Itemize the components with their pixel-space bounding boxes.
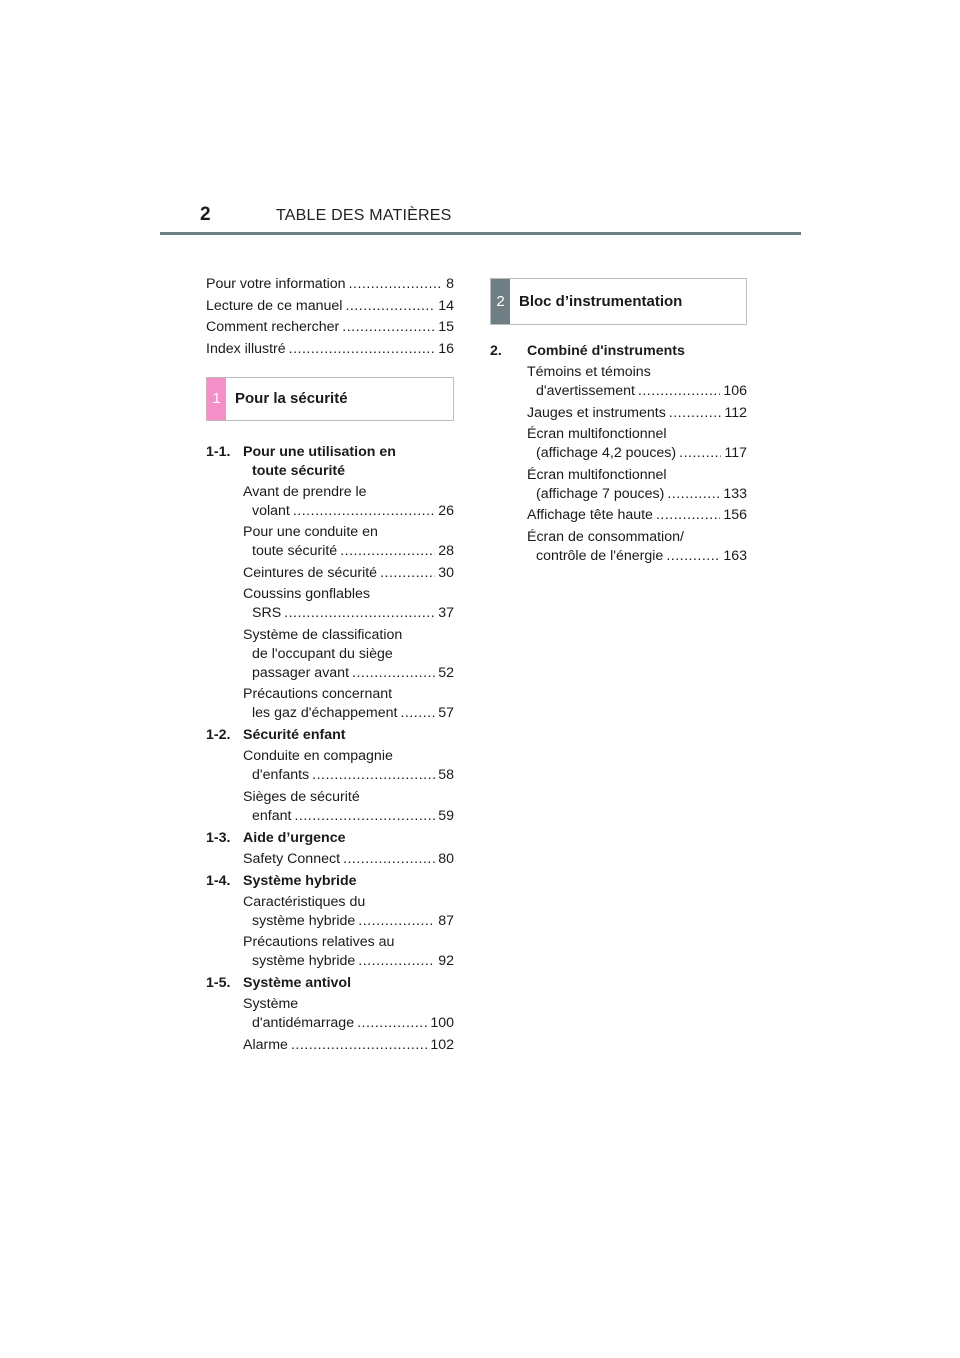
entry-label: Jauges et instruments — [527, 404, 666, 421]
entry-page: 14 — [438, 297, 454, 314]
entry-page: 16 — [438, 340, 454, 357]
toc-right-column — [490, 278, 747, 569]
toc-entry[interactable] — [527, 404, 747, 423]
group-heading[interactable] — [206, 974, 454, 993]
header-rule — [160, 232, 801, 235]
toc-entry[interactable] — [243, 626, 454, 683]
group-heading[interactable] — [206, 726, 454, 745]
entry-label-cont: passager avant — [252, 664, 350, 681]
toc-entry[interactable] — [243, 788, 454, 826]
section-2-header[interactable] — [490, 278, 747, 325]
entry-label: Coussins gonflables — [243, 586, 370, 602]
entry-label: Avant de prendre le — [243, 483, 367, 500]
entry-label-cont: toute sécurité — [252, 543, 338, 559]
header-title: TABLE DES MATIÈRES — [276, 207, 452, 224]
group-title: Système hybride — [243, 872, 357, 889]
group-title: Sécurité enfant — [243, 727, 346, 743]
toc-entry[interactable] — [243, 893, 454, 931]
entry-page: 80 — [438, 850, 454, 867]
page-header — [0, 0, 960, 240]
entry-page: 15 — [438, 319, 454, 335]
entry-page: 100 — [430, 1015, 454, 1031]
group-title: Combiné d'instruments — [527, 343, 685, 359]
section-title: Bloc d’instrumentation — [519, 293, 683, 310]
entry-page: 28 — [438, 543, 454, 559]
toc-entry[interactable] — [527, 466, 747, 504]
section-1-header[interactable] — [206, 377, 454, 421]
entry-page: 26 — [438, 502, 454, 519]
group-heading[interactable] — [206, 829, 454, 848]
toc-entry[interactable] — [527, 528, 747, 566]
entry-label: Pour votre information — [206, 276, 346, 292]
entry-page: 133 — [723, 485, 747, 502]
toc-entry[interactable] — [243, 995, 454, 1033]
entry-label-cont: les gaz d'échappement — [252, 705, 398, 721]
group-number: 1-2. — [206, 727, 231, 743]
entry-label: Précautions relatives au — [243, 934, 395, 950]
group-number: 1-3. — [206, 829, 231, 846]
entry-label: Comment rechercher — [206, 319, 340, 335]
entry-label: Safety Connect — [243, 850, 341, 867]
entry-label: Témoins et témoins — [527, 364, 651, 380]
entry-page: 59 — [438, 807, 454, 824]
toc-entry[interactable] — [206, 318, 454, 337]
group-title: Système antivol — [243, 975, 352, 991]
entry-label: Écran multifonctionnel — [527, 466, 667, 483]
toc-entry[interactable] — [243, 850, 454, 869]
entry-label-cont: SRS — [252, 605, 282, 621]
page-number: 2 — [200, 204, 211, 225]
toc-entry[interactable] — [243, 523, 454, 561]
group-title: Pour une utilisation en — [243, 443, 396, 460]
toc-entry[interactable] — [243, 564, 454, 583]
group-heading[interactable] — [206, 872, 454, 891]
entry-label-cont: système hybride — [252, 953, 356, 969]
toc-entry[interactable] — [206, 275, 454, 294]
entry-page: 102 — [430, 1036, 454, 1053]
entry-label: Système de classification — [243, 626, 403, 643]
intro-list — [206, 275, 454, 359]
entry-page: 117 — [724, 445, 747, 461]
group-heading[interactable] — [490, 342, 747, 361]
entry-page: 156 — [723, 507, 747, 523]
toc-entry[interactable] — [206, 297, 454, 316]
entry-label: Caractéristiques du — [243, 893, 366, 910]
toc-group — [206, 443, 454, 724]
toc-entry[interactable] — [527, 506, 747, 525]
group-heading[interactable] — [206, 443, 454, 481]
group-number: 2. — [490, 343, 502, 359]
group-title: Aide d’urgence — [243, 829, 346, 846]
toc-entry[interactable] — [206, 340, 454, 359]
entry-label: Conduite en compagnie — [243, 748, 393, 764]
entry-page: 52 — [438, 664, 454, 681]
entry-label: Précautions concernant — [243, 686, 393, 702]
entry-label-cont: enfant — [252, 807, 292, 824]
entry-label: Système — [243, 996, 299, 1012]
entry-label: Écran de consommation/ — [527, 528, 684, 545]
toc-group — [206, 872, 454, 972]
entry-label: Pour une conduite en — [243, 524, 378, 540]
entry-label: Écran multifonctionnel — [527, 426, 667, 442]
entry-label-cont: de l'occupant du siège — [252, 645, 393, 662]
entry-label-cont: d'avertissement — [536, 383, 635, 399]
entry-page: 30 — [438, 564, 454, 581]
entry-label: Index illustré — [206, 340, 286, 357]
toc-entry[interactable] — [243, 1036, 454, 1055]
entry-label-cont: d'antidémarrage — [252, 1015, 355, 1031]
toc-entry[interactable] — [243, 483, 454, 521]
toc-left-column — [206, 275, 454, 1058]
group-number: 1-5. — [206, 975, 231, 991]
entry-page: 112 — [724, 404, 747, 421]
toc-entry[interactable] — [243, 585, 454, 623]
toc-entry[interactable] — [243, 685, 454, 723]
entry-page: 92 — [438, 953, 454, 969]
entry-page: 106 — [723, 383, 747, 399]
entry-label-cont: (affichage 4,2 pouces) — [536, 445, 677, 461]
section-number: 1 — [207, 378, 226, 420]
toc-group — [206, 726, 454, 826]
toc-group — [206, 829, 454, 869]
toc-group — [206, 974, 454, 1055]
entry-page: 57 — [438, 705, 454, 721]
entry-label-cont: volant — [252, 502, 290, 519]
entry-label: Lecture de ce manuel — [206, 297, 343, 314]
entry-label: Sièges de sécurité — [243, 788, 360, 805]
entry-page: 58 — [438, 767, 454, 783]
toc-group — [490, 342, 747, 566]
entry-page: 87 — [438, 912, 454, 929]
section-title: Pour la sécurité — [235, 390, 348, 407]
entry-label: Ceintures de sécurité — [243, 564, 378, 581]
entry-page: 37 — [438, 605, 454, 621]
section-number: 2 — [491, 279, 510, 324]
entry-page: 163 — [723, 547, 747, 564]
group-title-cont: toute sécurité — [252, 462, 346, 479]
entry-label-cont: contrôle de l'énergie — [536, 547, 664, 564]
entry-label-cont: d'enfants — [252, 767, 310, 783]
toc-entry[interactable] — [527, 363, 747, 401]
entry-label-cont: système hybride — [252, 912, 356, 929]
toc-entry[interactable] — [527, 425, 747, 463]
group-number: 1-4. — [206, 872, 231, 889]
toc-entry[interactable] — [243, 933, 454, 971]
group-number: 1-1. — [206, 443, 231, 460]
entry-label: Alarme — [243, 1036, 288, 1053]
entry-label-cont: (affichage 7 pouces) — [536, 485, 665, 502]
entry-page: 8 — [446, 276, 454, 292]
toc-entry[interactable] — [243, 747, 454, 785]
entry-label: Affichage tête haute — [527, 507, 653, 523]
